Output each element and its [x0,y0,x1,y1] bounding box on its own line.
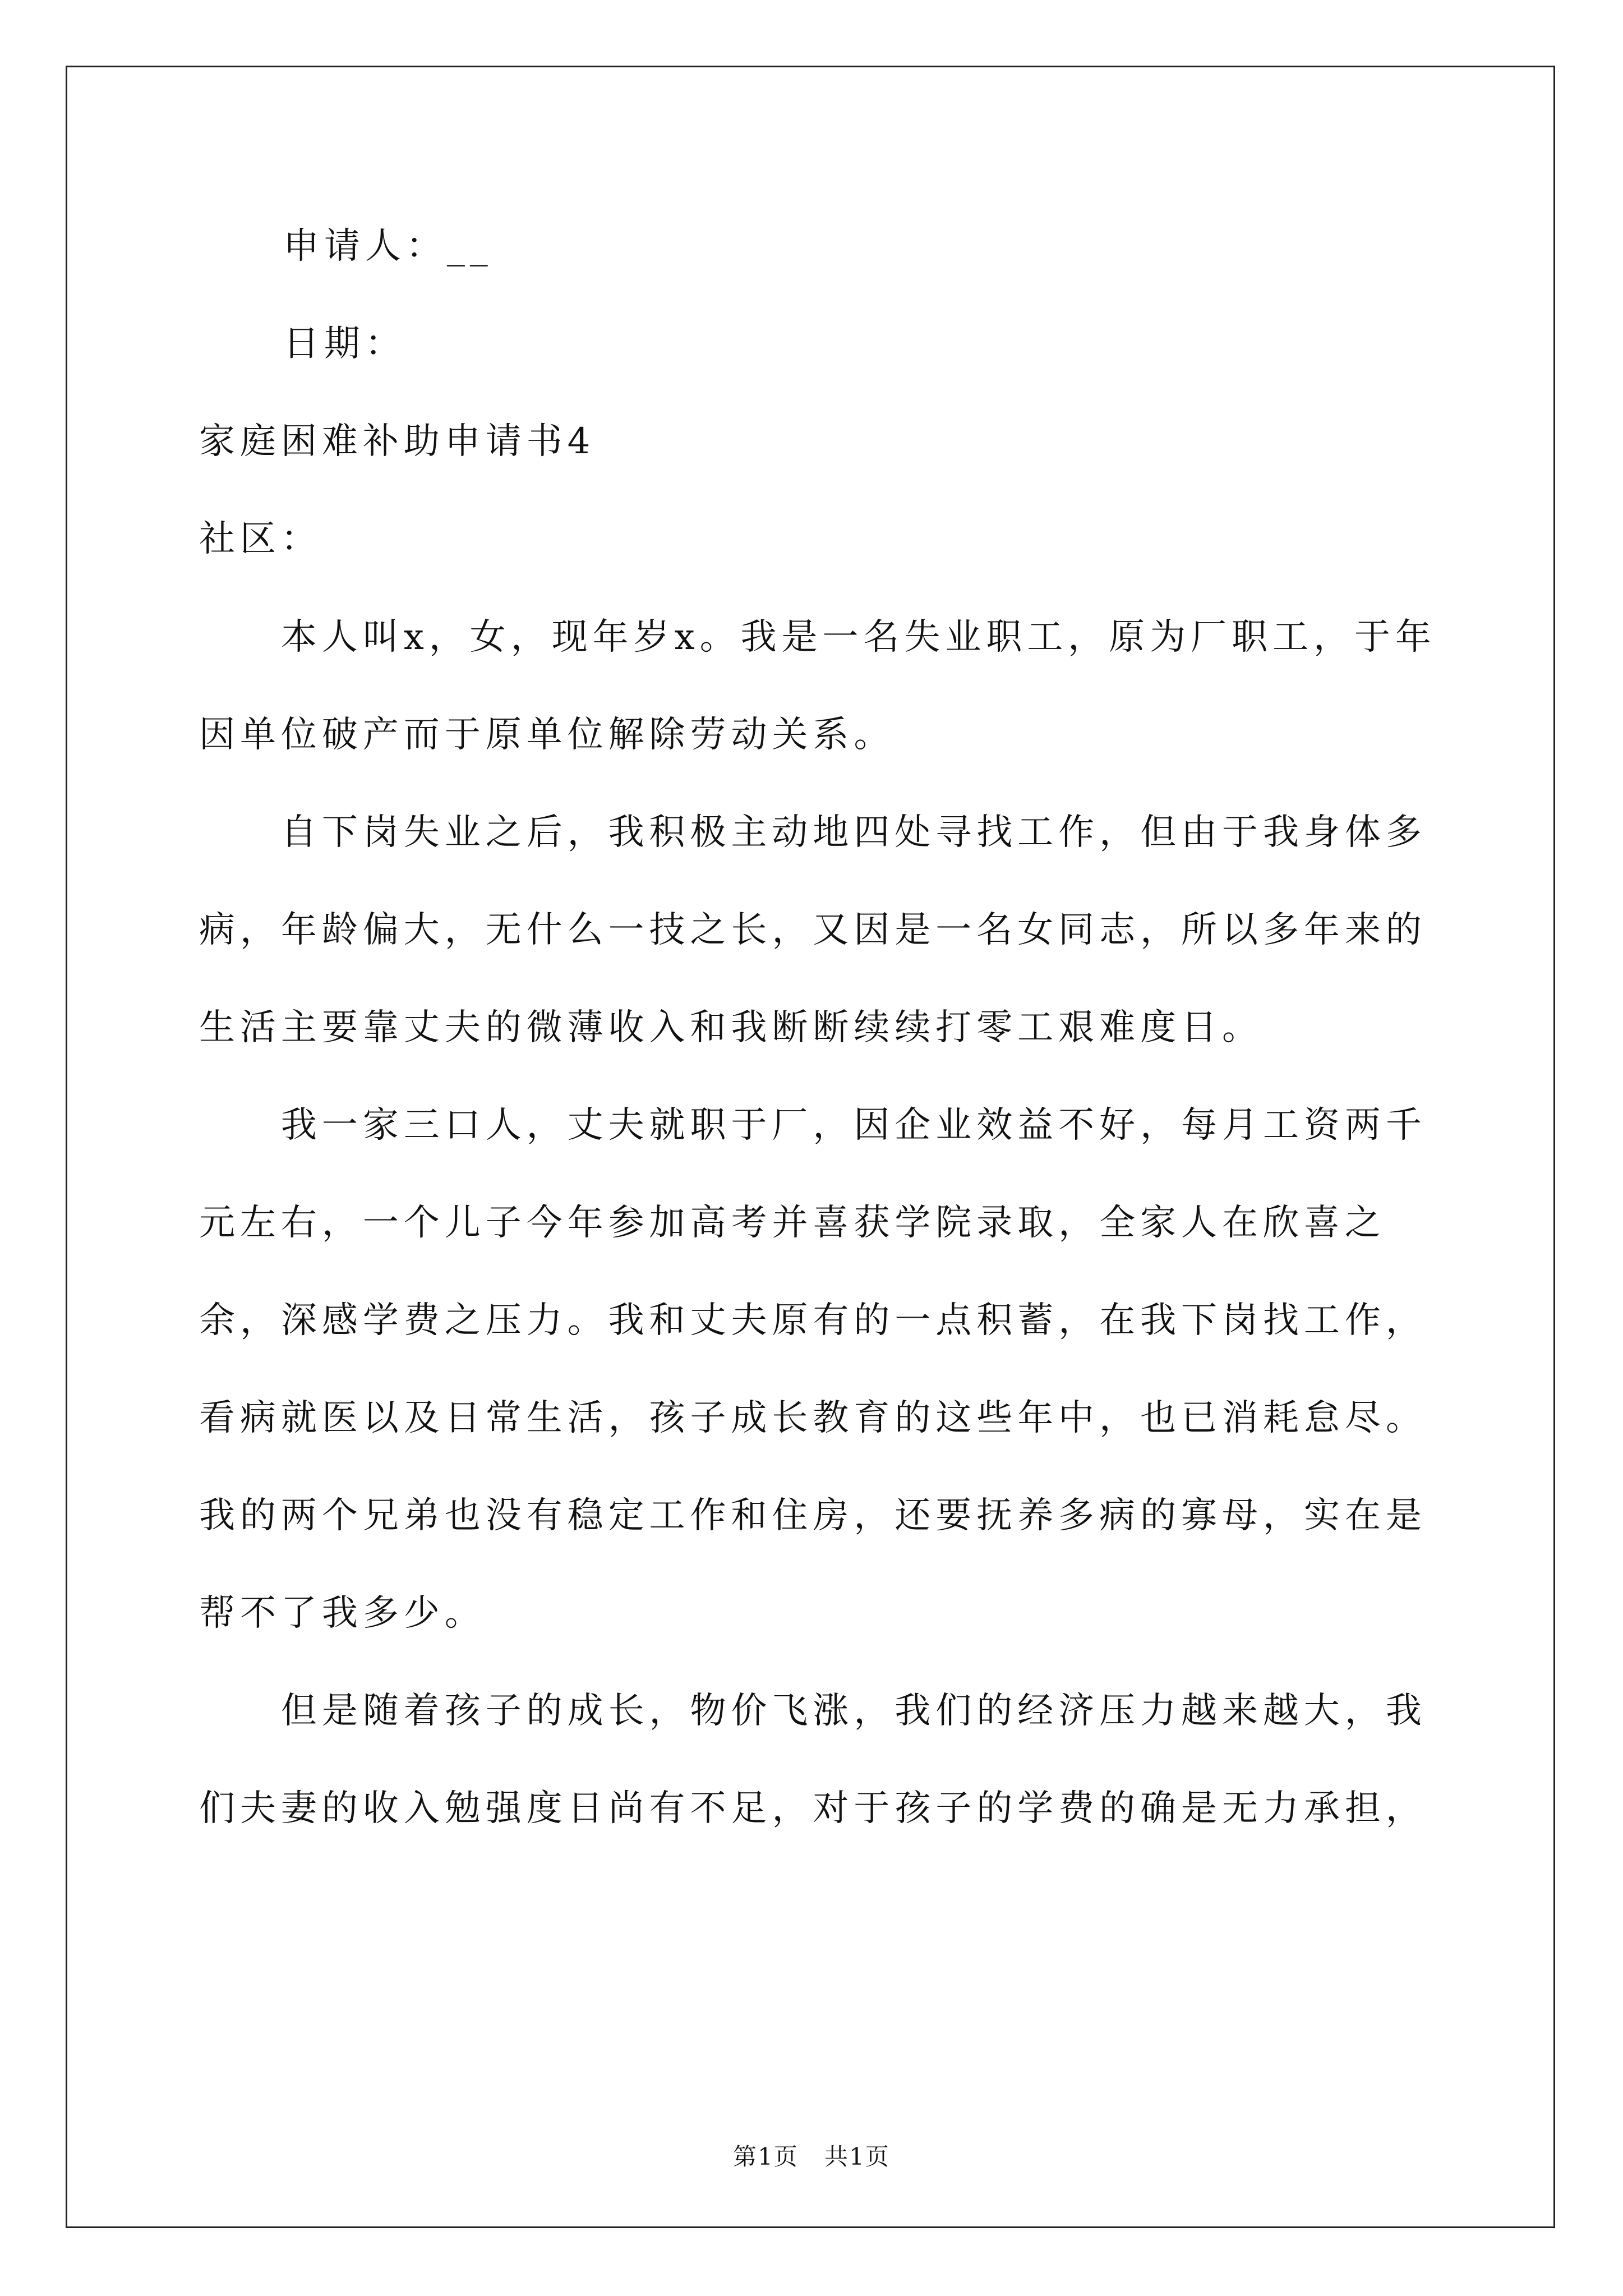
applicant-line: 申请人：__ [283,226,493,267]
page-footer [0,2138,1623,2172]
paragraph-3: 我一家三口人，丈夫就职于厂，因企业效益不好，每月工资两千元左右，一个儿子今年参加高考并喜获学院录取，全家人在欣喜之余，深感学费之压力。我和丈夫原有的一点积蓄，在我下岗找工作，看病就医以及日常生活，孩子成长教育的这些年中，也已消耗怠尽。我的两个兄弟也没有稳定工作和住房，还要抚养多病的寡母，实在是帮不了我多少。 [199,1105,1427,1634]
page-number: 第1页 [732,2143,799,2170]
paragraph-1: 本人叫x，女，现年岁x。我是一名失业职工，原为厂职工，于年因单位破产而于原单位解除劳动关系。 [199,616,1436,756]
date-line: 日期： [283,323,406,365]
document-body [199,222,1461,1857]
document-title: 家庭困难补助申请书4 [199,421,596,462]
paragraph-2: 自下岗失业之后，我积极主动地四处寻找工作，但由于我身体多病，年龄偏大，无什么一技之长，又因是一名女同志，所以多年来的生活主要靠丈夫的微薄收入和我断断续续打零工艰难度日。 [199,812,1427,1048]
page-total: 共1页 [824,2143,891,2170]
paragraph-4: 但是随着孩子的成长，物价飞涨，我们的经济压力越来越大，我们夫妻的收入勉强度日尚有不足，对于孩子的学费的确是无力承担， [199,1690,1427,1829]
salutation: 社区： [199,518,322,560]
